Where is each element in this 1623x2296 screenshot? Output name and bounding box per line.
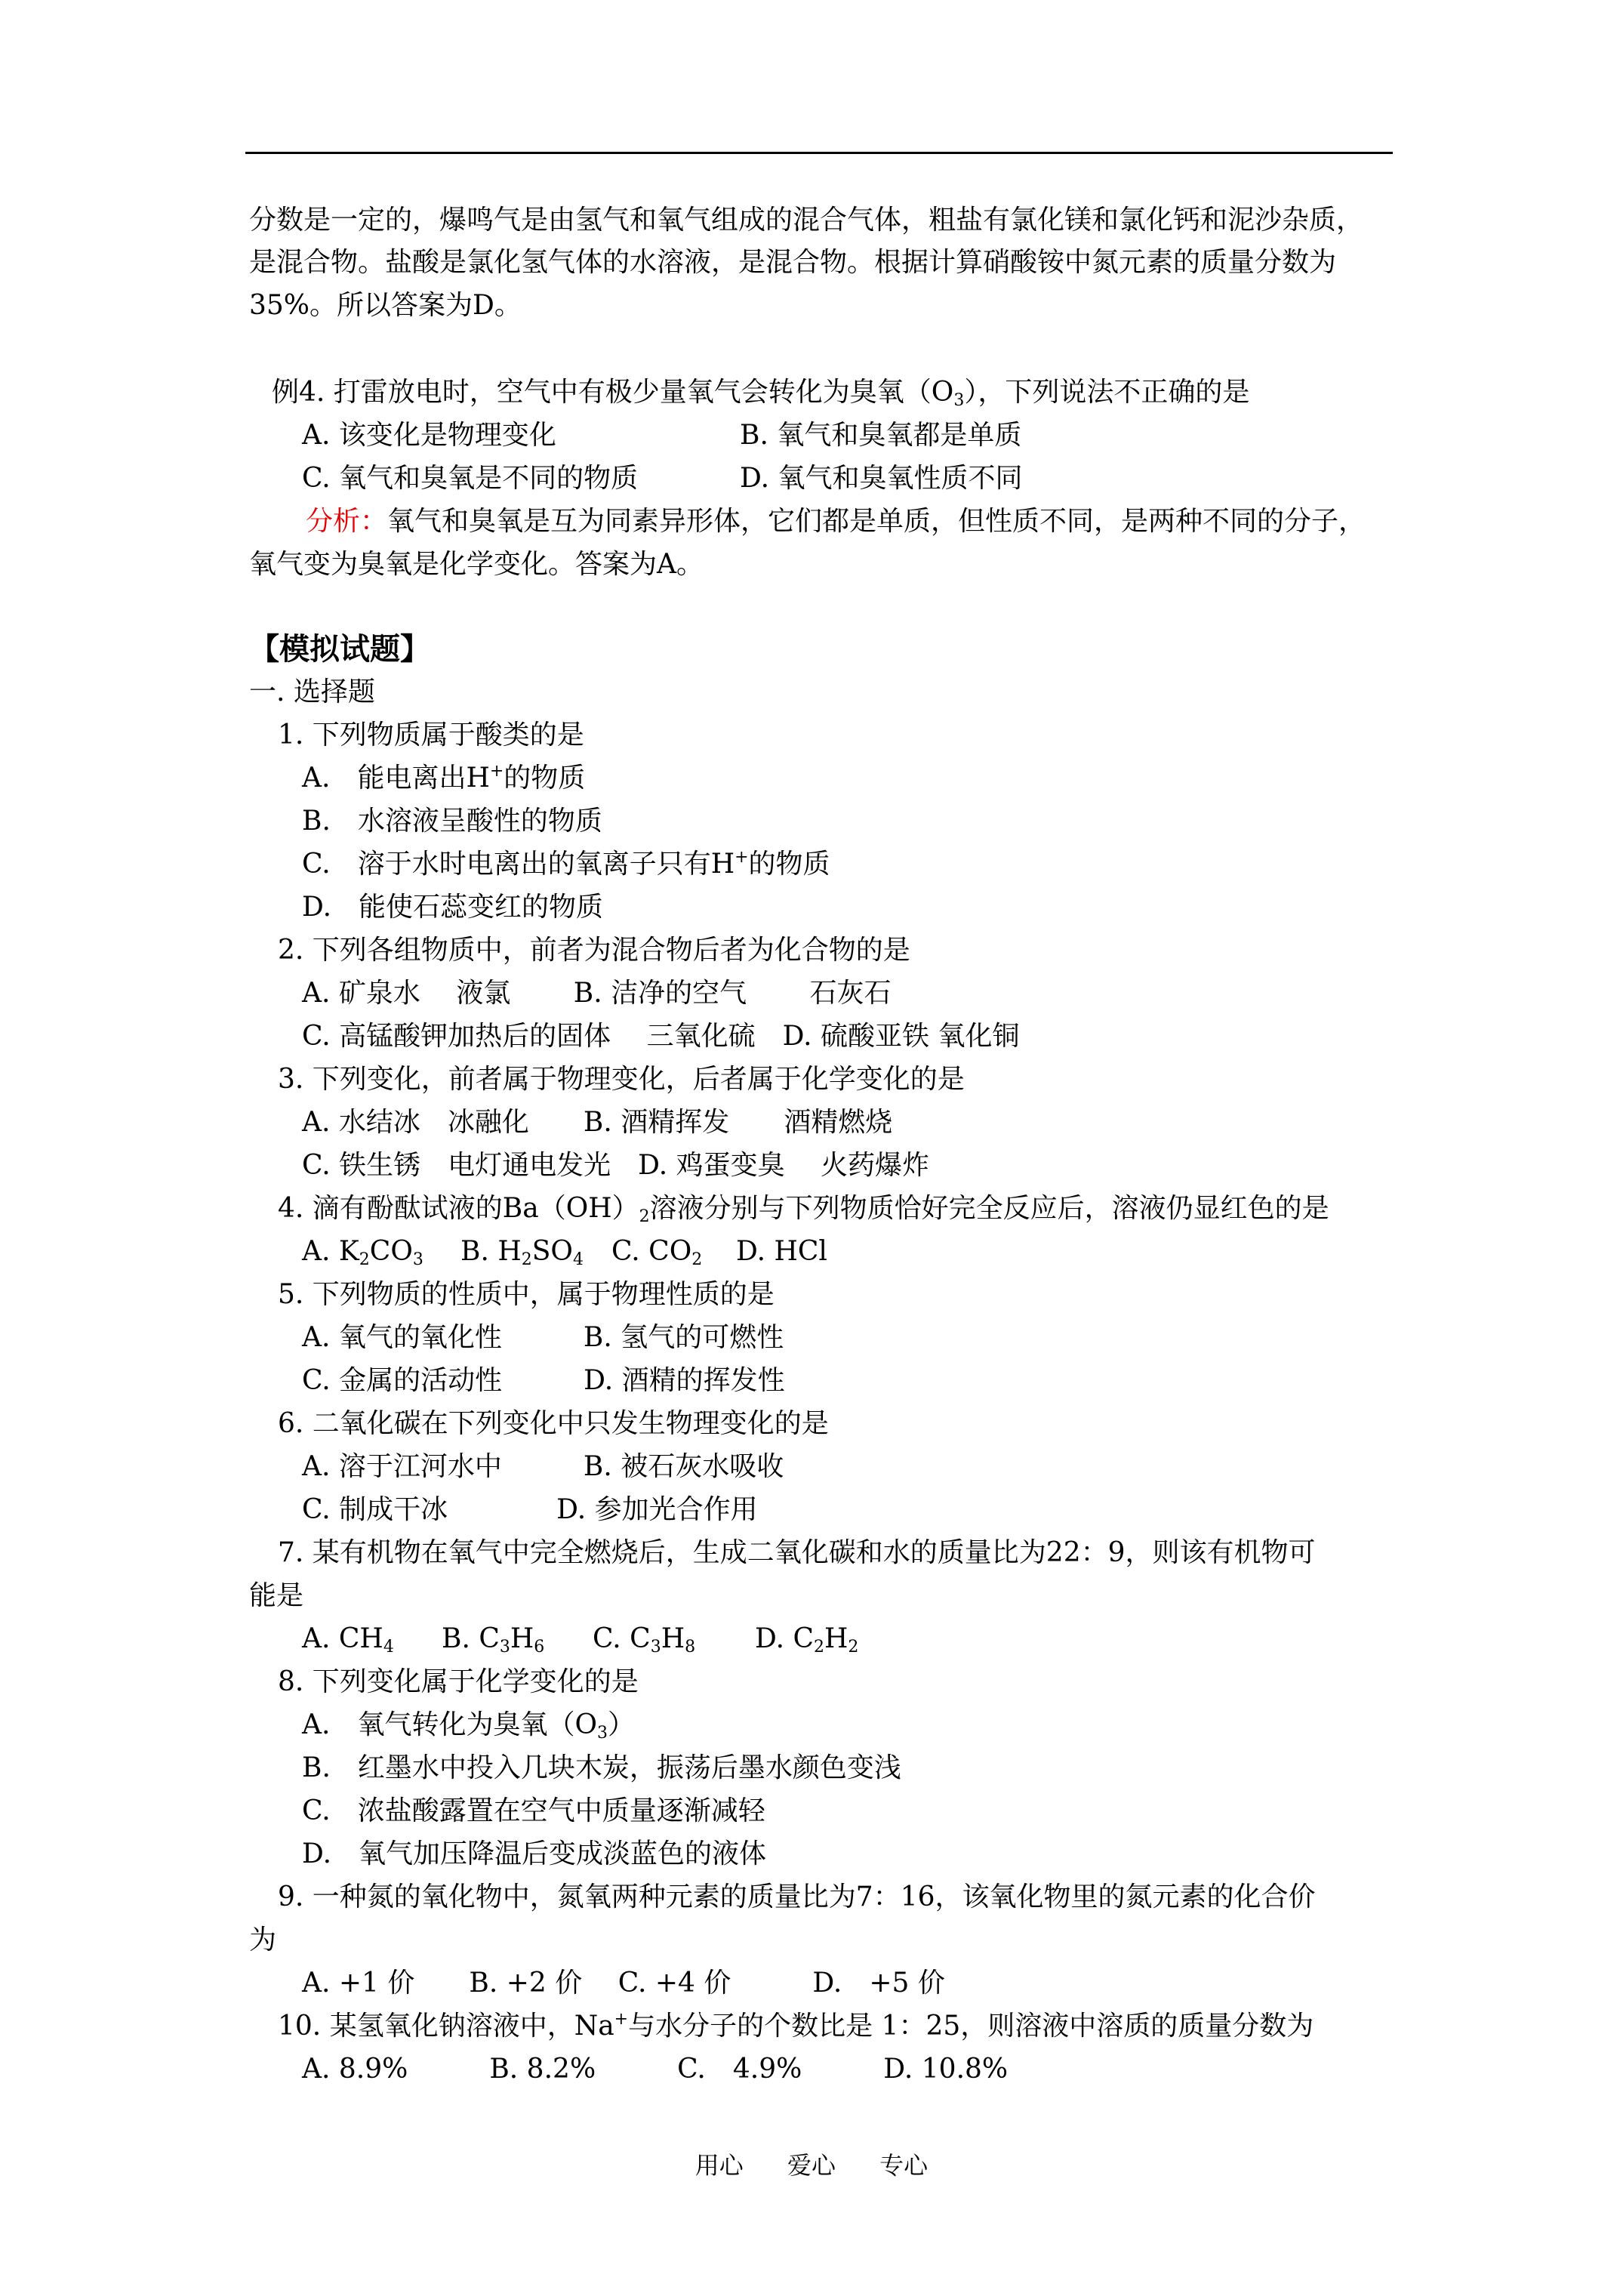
question-3-options-row-2: C. 铁生锈 电灯通电发光 D. 鸡蛋变臭 火药爆炸 [302, 1150, 930, 1181]
question-2-options-row-2: C. 高锰酸钾加热后的固体 三氧化硫 D. 硫酸亚铁 氧化铜 [302, 1021, 1020, 1052]
question-4-option-c: C. $CO_2$ [611, 1236, 703, 1269]
example-4-option-a: A. 该变化是物理变化 [302, 420, 556, 451]
page-footer [0, 2150, 1623, 2180]
question-7-stem-line-1: 7. 某有机物在氧气中完全燃烧后，生成二氧化碳和水的质量比为22：9，则该有机物可 [278, 1537, 1316, 1568]
question-6-options-row-2: C. 制成干冰 D. 参加光合作用 [302, 1494, 758, 1525]
paragraph-line-1: 分数是一定的，爆鸣气是由氢气和氧气组成的混合气体，粗盐有氯化镁和氯化钙和泥沙杂质， [249, 205, 1364, 236]
question-3-options-row-1: A. 水结冰 冰融化 B. 酒精挥发 酒精燃烧 [302, 1107, 893, 1138]
footer-word-1: 用心 [694, 2151, 744, 2180]
question-8-option-a: A. 氧气转化为臭氧$(O_3)$ [302, 1709, 635, 1743]
question-5-stem: 5. 下列物质的性质中，属于物理性质的是 [278, 1279, 775, 1310]
question-1-stem: 1. 下列物质属于酸类的是 [278, 720, 584, 750]
part-title: 一. 选择题 [249, 676, 375, 707]
section-title: 【模拟试题】 [249, 631, 430, 667]
footer-word-3: 专心 [879, 2151, 929, 2180]
example-4-options-row-1 [302, 419, 1021, 452]
question-9-options: A. +1 价 B. +2 价 C. +4 价 D. +5 价 [302, 1968, 945, 1999]
question-7-stem-line-2: 能是 [249, 1580, 304, 1611]
header-rule [245, 152, 1393, 154]
question-7-option-d: D. $C_2H_2$ [755, 1623, 859, 1657]
question-7-option-c: C. $C_3H_8$ [593, 1623, 696, 1657]
question-2-stem: 2. 下列各组物质中，前者为混合物后者为化合物的是 [278, 935, 910, 966]
question-4-option-b: B. $H_2SO_4$ [460, 1236, 584, 1269]
footer-word-2: 爱心 [787, 2151, 836, 2180]
question-4-options [302, 1235, 827, 1268]
example-4-analysis-line-2: 氧气变为臭氧是化学变化。答案为A。 [249, 549, 704, 580]
example-4-option-d: D. 氧气和臭氧性质不同 [740, 463, 1023, 494]
question-7-options [302, 1623, 858, 1656]
paragraph-line-3: 35%。所以答案为D。 [249, 290, 522, 321]
question-10-options: A. 8.9% B. 8.2% C. 4.9% D. 10.8% [302, 2054, 1009, 2085]
question-5-options-row-2: C. 金属的活动性 D. 酒精的挥发性 [302, 1365, 785, 1396]
question-4-stem: 4. 滴有酚酞试液的$Ba(OH)_2$溶液分别与下列物质恰好完全反应后，溶液仍显红色的是 [278, 1193, 1329, 1226]
question-5-options-row-1: A. 氧气的氧化性 B. 氢气的可燃性 [302, 1322, 784, 1353]
question-1-option-c: C. 溶于水时电离出的氧离子只有H+的物质 [302, 848, 830, 880]
question-2-options-row-1: A. 矿泉水 液氯 B. 洁净的空气 石灰石 [302, 978, 892, 1009]
question-4-option-a: A. $K_2CO_3$ [302, 1236, 423, 1269]
question-6-options-row-1: A. 溶于江河水中 B. 被石灰水吸收 [302, 1451, 784, 1482]
paragraph-line-2: 是混合物。盐酸是氯化氢气体的水溶液，是混合物。根据计算硝酸铵中氮元素的质量分数为 [249, 247, 1337, 278]
question-1-option-d: D. 能使石蕊变红的物质 [302, 892, 604, 923]
example-4-option-c: C. 氧气和臭氧是不同的物质 [302, 463, 639, 494]
question-9-stem-line-2: 为 [249, 1925, 277, 1955]
question-1-option-a: A. 能电离出H+的物质 [302, 762, 586, 794]
question-1-option-b: B. 水溶液呈酸性的物质 [302, 806, 602, 837]
example-4-question: 例4. 打雷放电时，空气中有极少量氧气会转化为臭氧$(O_3)$，下列说法不正确的是 [272, 377, 1250, 410]
question-3-stem: 3. 下列变化，前者属于物理变化，后者属于化学变化的是 [278, 1064, 965, 1095]
analysis-label: 分析： [306, 506, 388, 537]
question-7-option-b: B. $C_3H_6$ [442, 1623, 545, 1657]
question-7-option-a: A. $CH_4$ [302, 1623, 394, 1657]
example-4-options-row-2 [302, 462, 1022, 495]
question-8-option-b: B. 红墨水中投入几块木炭，振荡后墨水颜色变浅 [302, 1752, 901, 1783]
question-4-option-d: D. HCl [736, 1236, 827, 1267]
question-8-stem: 8. 下列变化属于化学变化的是 [278, 1666, 639, 1697]
example-4-analysis-line-1: 分析：氧气和臭氧是互为同素异形体，它们都是单质，但性质不同，是两种不同的分子， [306, 506, 1366, 537]
question-6-stem: 6. 二氧化碳在下列变化中只发生物理变化的是 [278, 1408, 829, 1439]
example-4-option-b: B. 氧气和臭氧都是单质 [740, 420, 1022, 451]
question-9-stem-line-1: 9. 一种氮的氧化物中，氮氧两种元素的质量比为7：16，该氧化物里的氮元素的化合价 [278, 1881, 1316, 1912]
question-8-option-d: D. 氧气加压降温后变成淡蓝色的液体 [302, 1838, 767, 1869]
question-10-stem: 10. 某氢氧化钠溶液中，Na+与水分子的个数比是 1：25，则溶液中溶质的质量分数为 [278, 2010, 1314, 2042]
question-8-option-c: C. 浓盐酸露置在空气中质量逐渐减轻 [302, 1795, 765, 1826]
